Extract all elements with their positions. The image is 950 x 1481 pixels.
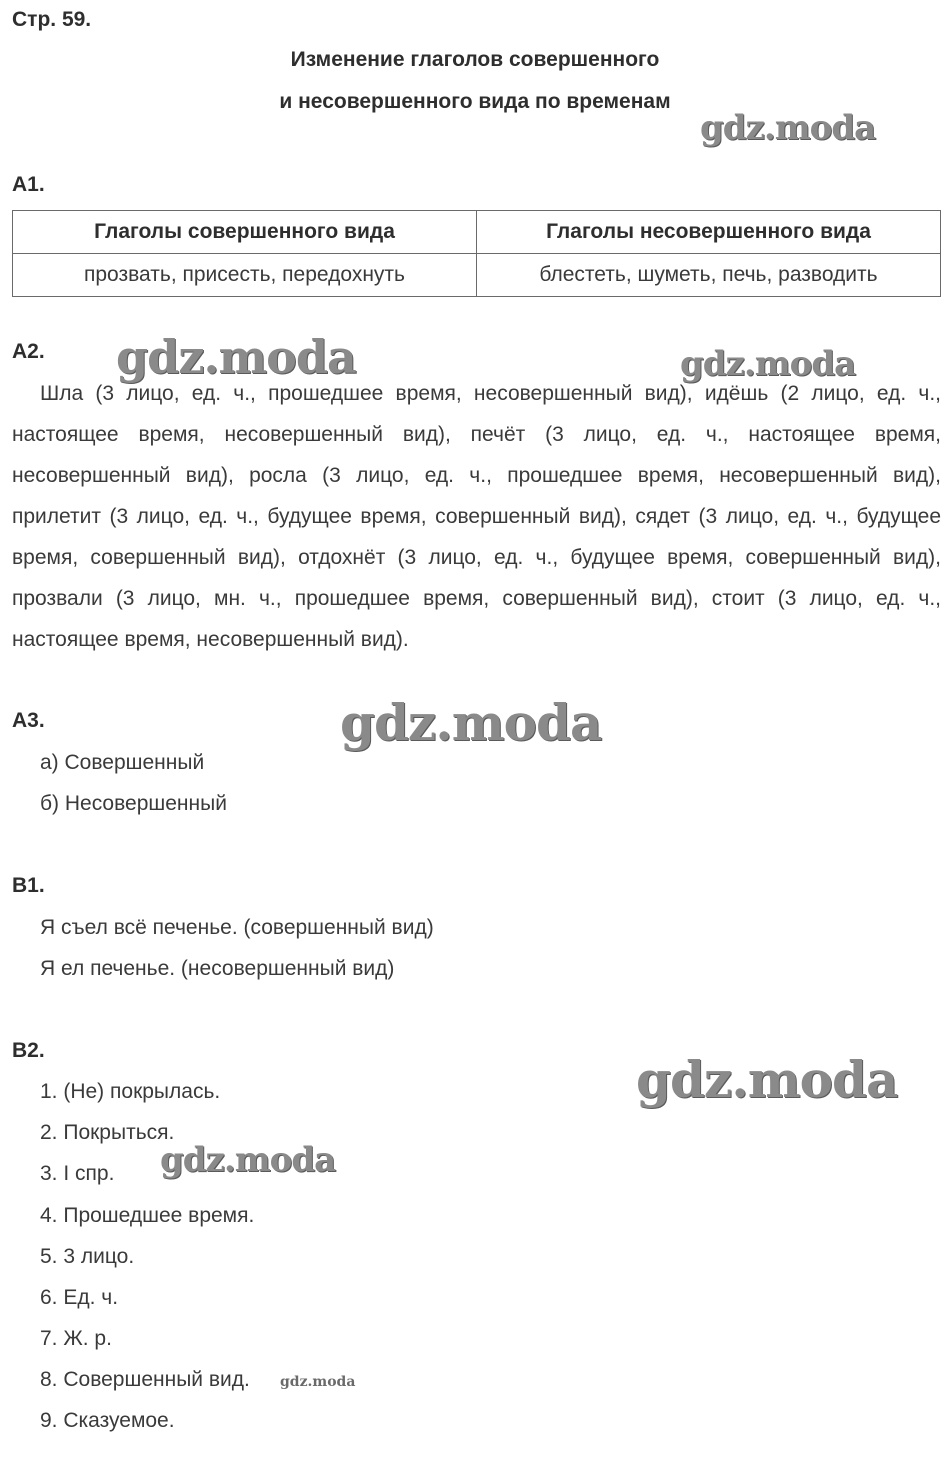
list-item: 8. Совершенный вид. [40, 1368, 250, 1391]
section-a3-label: А3. [12, 709, 45, 732]
section-a1-label: А1. [12, 173, 45, 196]
page-label: Стр. 59. [12, 8, 92, 31]
watermark: gdz.moda [340, 693, 602, 752]
section-b1-label: В1. [12, 874, 45, 897]
section-b2-label: В2. [12, 1039, 45, 1062]
list-item: 9. Сказуемое. [40, 1409, 175, 1432]
table-header-perfective: Глаголы совершенного вида [13, 211, 477, 254]
verbs-table [12, 210, 941, 297]
section-a2-text: Шла (3 лицо, ед. ч., прошедшее время, несовершенный вид), идёшь (2 лицо, ед. ч., настоящее время, несовершенный вид), печёт (3 лицо, ед. ч., настоящее время, несовершенный вид), росла (3 лицо, ед. ч., прошедшее время, несовершенный вид), прилетит (3 лицо, ед. ч., будущее время, совершенный вид), сядет (3 лицо, ед. ч., будущее время, совершенный вид), отдохнёт (3 лицо, ед. ч., будущее время, совершенный вид), прозвали (3 лицо, мн. ч., прошедшее время, совершенный вид), стоит (3 лицо, ед. ч., настоящее время, несовершенный вид). [12, 382, 941, 651]
list-item: 1. (Не) покрылась. [40, 1080, 221, 1103]
table-row [13, 254, 941, 297]
section-a2-label: А2. [12, 340, 45, 363]
watermark: gdz.moda [116, 330, 356, 384]
watermark: gdz.moda [700, 108, 876, 148]
list-item: Я съел всё печенье. (совершенный вид) [40, 916, 434, 939]
table-cell-perfective: прозвать, присесть, передохнуть [13, 254, 477, 297]
list-item: б) Несовершенный [40, 792, 227, 815]
watermark: gdz.moda [160, 1140, 336, 1180]
page-title-line-2: и несовершенного вида по временам [279, 90, 671, 113]
list-item: 7. Ж. р. [40, 1327, 112, 1350]
list-item: 4. Прошедшее время. [40, 1204, 255, 1227]
list-item: а) Совершенный [40, 751, 205, 774]
table-cell-imperfective: блестеть, шуметь, печь, разводить [477, 254, 941, 297]
watermark: gdz.moda [636, 1050, 898, 1109]
list-item: 5. 3 лицо. [40, 1245, 135, 1268]
watermark: gdz.moda [680, 344, 856, 384]
list-item: 3. I спр. [40, 1162, 115, 1185]
page-title-line-1: Изменение глаголов совершенного [290, 48, 660, 71]
table-header-imperfective: Глаголы несовершенного вида [477, 211, 941, 254]
list-item: 2. Покрыться. [40, 1121, 175, 1144]
list-item: Я ел печенье. (несовершенный вид) [40, 957, 395, 980]
watermark: gdz.moda [280, 1374, 356, 1390]
table-header-row [13, 211, 941, 254]
list-item: 6. Ед. ч. [40, 1286, 119, 1309]
